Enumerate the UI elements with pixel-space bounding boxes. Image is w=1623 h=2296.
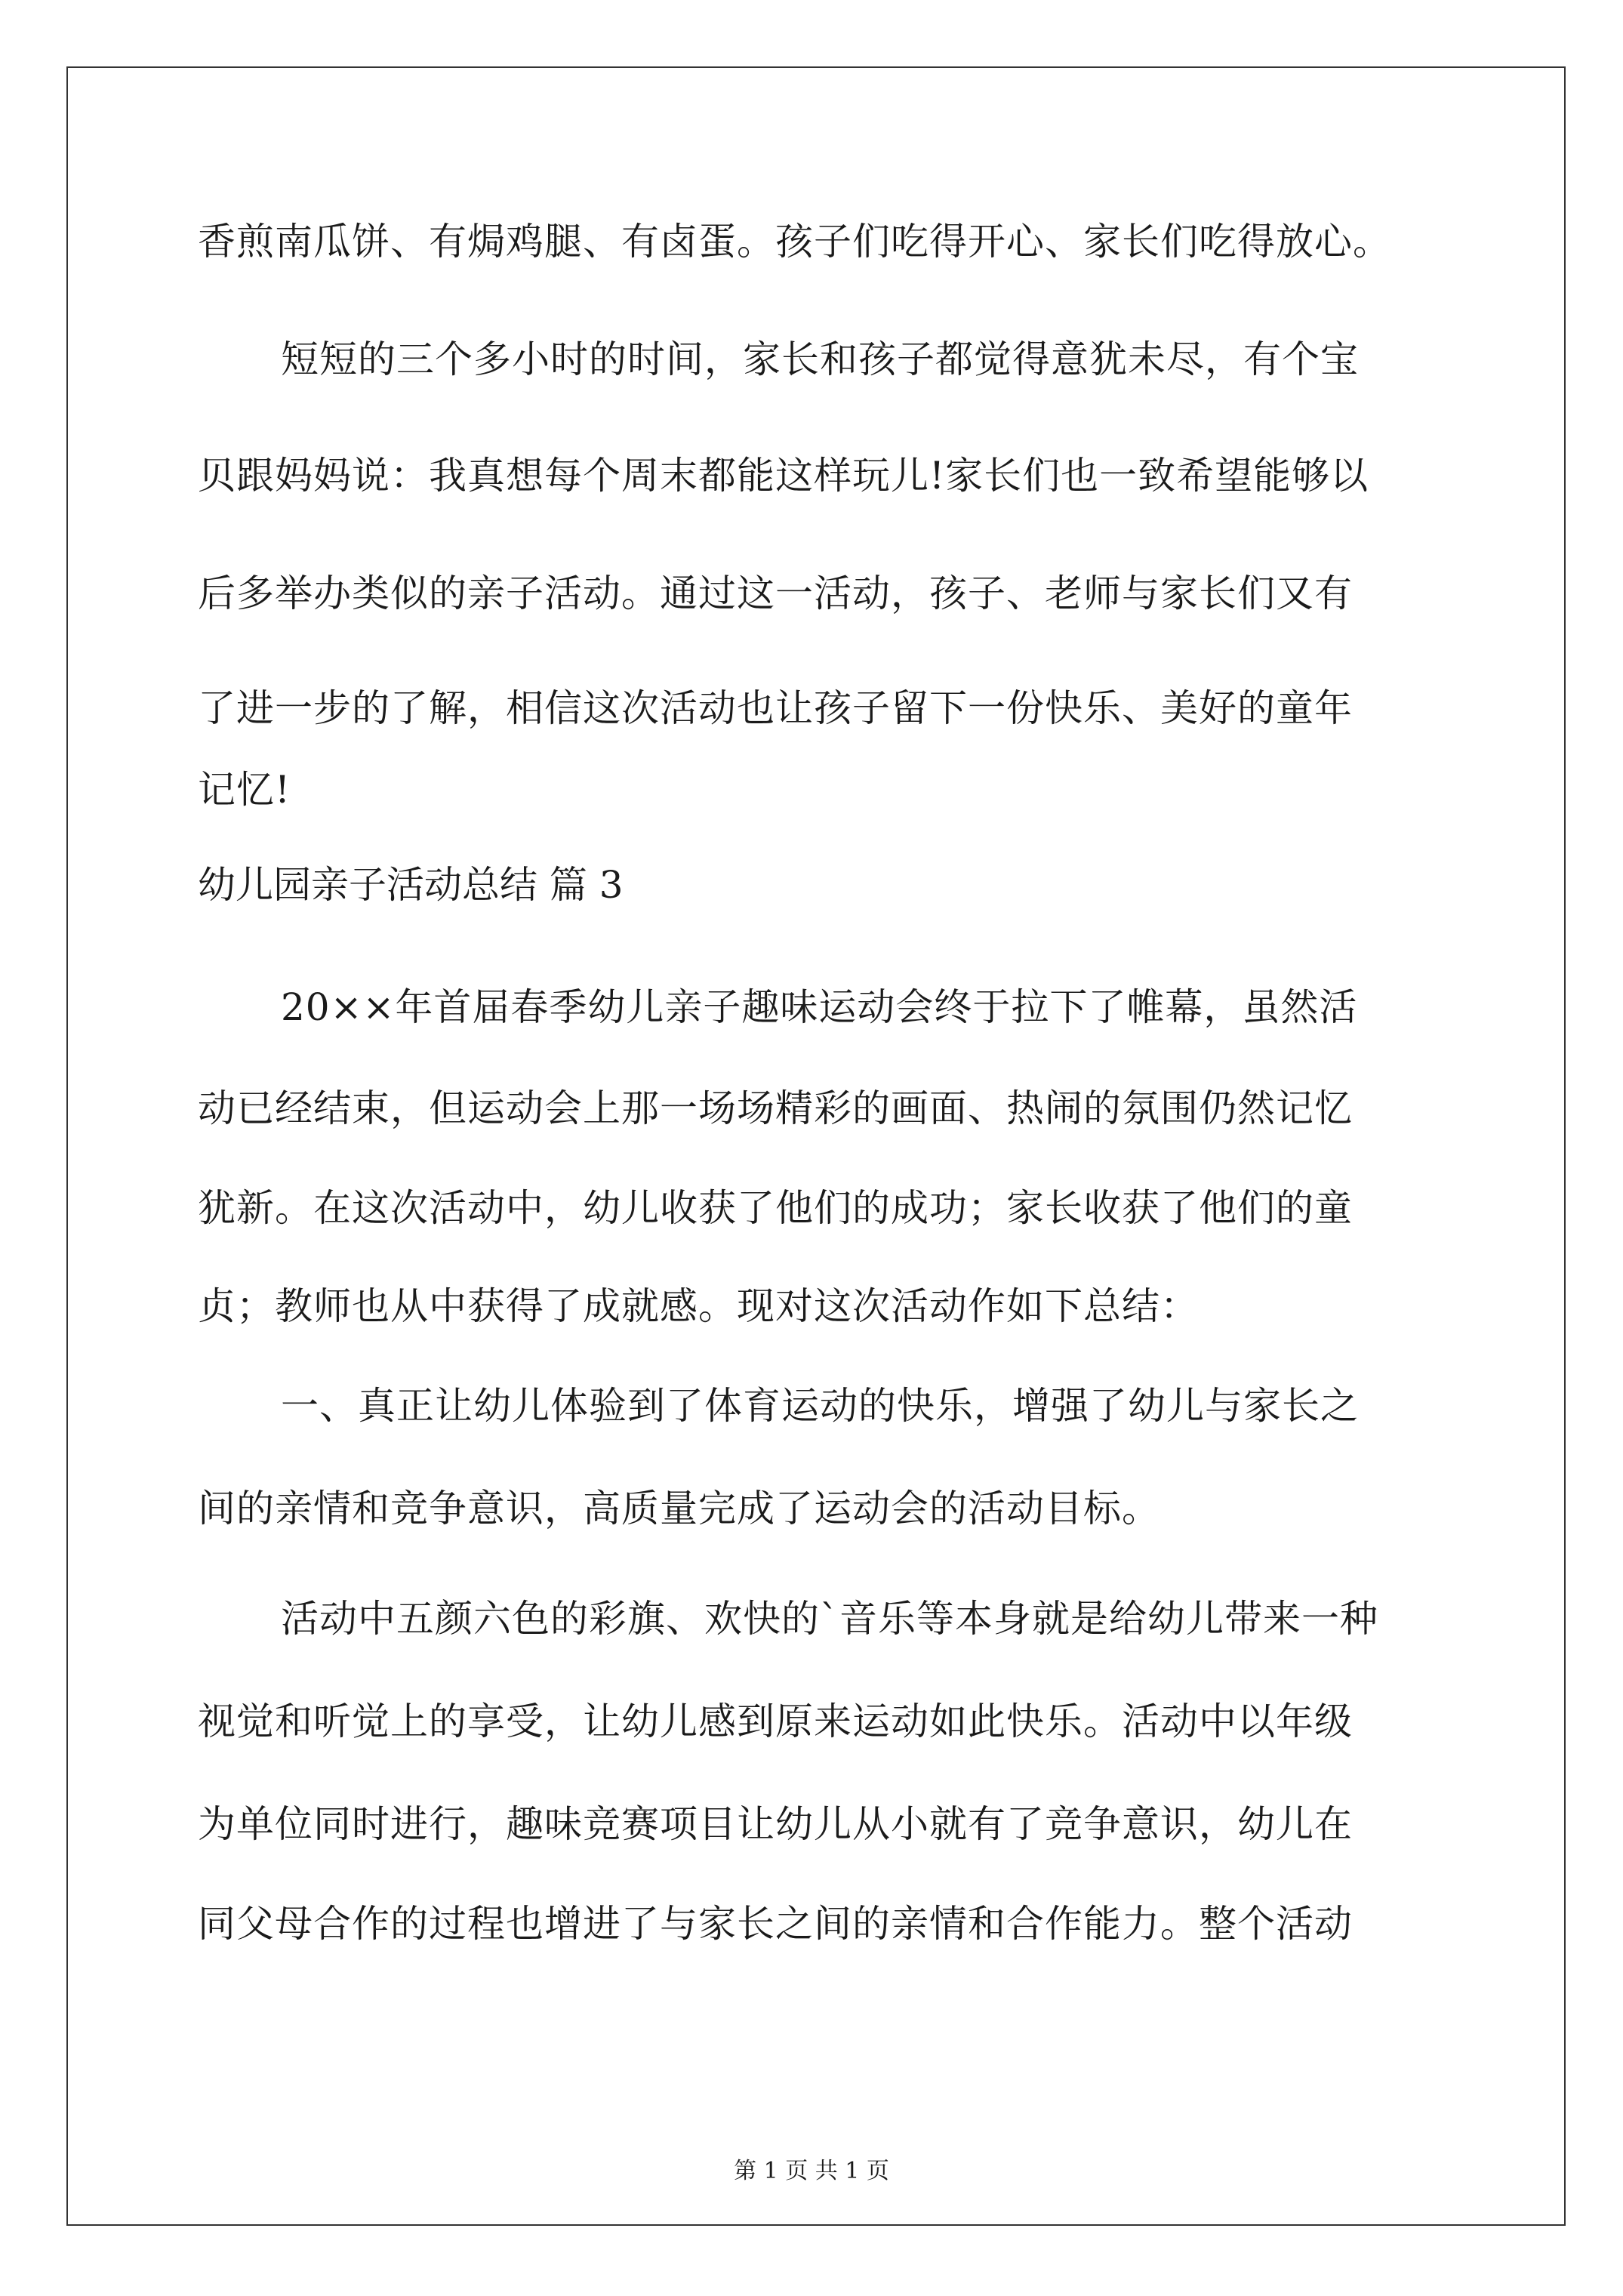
text-line-8: 动已经结束，但运动会上那一场场精彩的画面、热闹的氛围仍然记忆 [198, 1086, 1353, 1130]
text-line-1: 香煎南瓜饼、有焗鸡腿、有卤蛋。孩子们吃得开心、家长们吃得放心。 [198, 220, 1391, 264]
text-line-7: 20××年首届春季幼儿亲子趣味运动会终于拉下了帷幕，虽然活 [281, 985, 1358, 1029]
section-heading: 幼儿园亲子活动总结 篇 3 [198, 863, 624, 907]
text-line-10: 贞；教师也从中获得了成就感。现对这次活动作如下总结： [198, 1284, 1199, 1328]
text-line-13: 活动中五颜六色的彩旗、欢快的`音乐等本身就是给幼儿带来一种 [281, 1597, 1378, 1641]
text-line-6: 记忆! [198, 768, 291, 812]
text-line-4: 后多举办类似的亲子活动。通过这一活动，孩子、老师与家长们又有 [198, 572, 1353, 615]
text-line-2: 短短的三个多小时的时间，家长和孩子都觉得意犹未尽，有个宝 [281, 337, 1359, 381]
page-number-footer: 第 1 页 共 1 页 [734, 2158, 889, 2184]
text-line-14: 视觉和听觉上的享受，让幼儿感到原来运动如此快乐。活动中以年级 [198, 1700, 1353, 1743]
text-line-9: 犹新。在这次活动中，幼儿收获了他们的成功；家长收获了他们的童 [198, 1186, 1353, 1230]
text-line-11: 一、真正让幼儿体验到了体育运动的快乐，增强了幼儿与家长之 [281, 1384, 1359, 1428]
text-line-15: 为单位同时进行，趣味竞赛项目让幼儿从小就有了竞争意识，幼儿在 [198, 1802, 1353, 1846]
text-line-16: 同父母合作的过程也增进了与家长之间的亲情和合作能力。整个活动 [198, 1902, 1353, 1946]
text-line-5: 了进一步的了解，相信这次活动也让孩子留下一份快乐、美好的童年 [198, 686, 1353, 730]
text-line-3: 贝跟妈妈说：我真想每个周末都能这样玩儿!家长们也一致希望能够以 [198, 454, 1369, 498]
text-line-12: 间的亲情和竞争意识，高质量完成了运动会的活动目标。 [198, 1487, 1160, 1530]
